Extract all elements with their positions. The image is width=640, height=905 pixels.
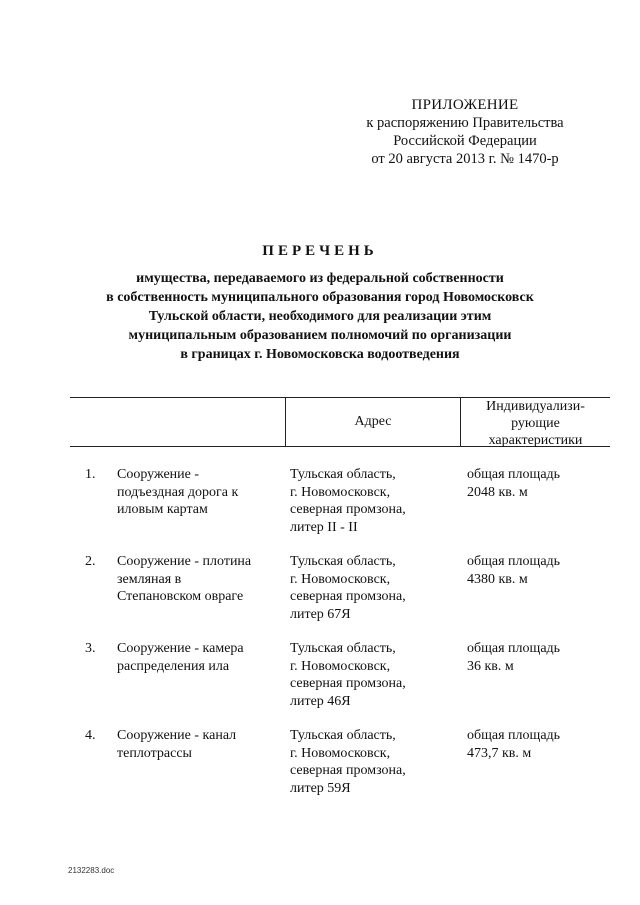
table-header-characteristics-line-2: рующие bbox=[511, 416, 560, 431]
row-address-line: северная промзона, bbox=[290, 502, 406, 517]
table-header-characteristics-line-1: Индивидуализи- bbox=[486, 399, 585, 414]
row-address-line: северная промзона, bbox=[290, 676, 406, 691]
appendix-block bbox=[330, 96, 600, 168]
row-characteristics bbox=[467, 727, 607, 762]
row-characteristics-line: общая площадь bbox=[467, 728, 561, 743]
row-characteristics-line: 473,7 кв. м bbox=[467, 745, 532, 761]
row-address bbox=[290, 727, 430, 797]
row-address-line: Тульская область, bbox=[290, 641, 396, 656]
row-number: 4. bbox=[85, 728, 96, 743]
row-characteristics-line: общая площадь bbox=[467, 554, 561, 569]
appendix-line-1: к распоряжению Правительства bbox=[366, 115, 564, 131]
row-object-name-line: Сооружение - bbox=[117, 467, 200, 482]
row-object-name bbox=[117, 466, 282, 519]
row-characteristics-line: 4380 кв. м bbox=[467, 571, 528, 587]
table-header-characteristics bbox=[461, 398, 610, 449]
appendix-line-3: от 20 августа 2013 г. № 1470-р bbox=[371, 151, 559, 167]
row-address-line: г. Новомосковск, bbox=[290, 571, 391, 587]
row-address-line: г. Новомосковск, bbox=[290, 658, 391, 674]
row-address-line: литер II - II bbox=[290, 519, 358, 535]
subtitle-line-4: муниципальным образованием полномочий по организации bbox=[128, 328, 512, 343]
row-object-name bbox=[117, 553, 282, 606]
row-number: 3. bbox=[85, 641, 96, 656]
row-address-line: Тульская область, bbox=[290, 467, 396, 482]
row-address bbox=[290, 640, 430, 710]
subtitle-line-5: в границах г. Новомосковска водоотведения bbox=[180, 347, 460, 362]
table-row bbox=[0, 640, 640, 720]
row-address-line: литер 67Я bbox=[290, 606, 351, 622]
row-characteristics bbox=[467, 553, 607, 588]
table-row bbox=[0, 553, 640, 633]
row-object-name-line: Степановском овраге bbox=[117, 589, 244, 604]
row-address-line: литер 46Я bbox=[290, 693, 351, 709]
row-address-line: северная промзона, bbox=[290, 589, 406, 604]
row-address-line: г. Новомосковск, bbox=[290, 745, 391, 761]
row-address-line: литер 59Я bbox=[290, 780, 351, 796]
subtitle-line-3: Тульской области, необходимого для реализации этим bbox=[148, 309, 492, 324]
row-address-line: Тульская область, bbox=[290, 728, 396, 743]
row-object-name-line: распределения ила bbox=[117, 658, 230, 674]
row-address bbox=[290, 466, 430, 536]
table-header-address: Адрес bbox=[354, 414, 392, 429]
table-header-characteristics-line-3: характеристики bbox=[488, 433, 583, 448]
appendix-line-2: Российской Федерации bbox=[393, 133, 537, 149]
table-row bbox=[0, 727, 640, 807]
subtitle-line-1: имущества, передаваемого из федеральной собственности bbox=[136, 271, 504, 286]
row-number: 1. bbox=[85, 467, 96, 482]
row-object-name-line: Сооружение - камера bbox=[117, 641, 244, 656]
row-object-name-line: Сооружение - плотина bbox=[117, 554, 252, 569]
row-object-name-line: подъездная дорога к bbox=[117, 484, 239, 500]
appendix-title: ПРИЛОЖЕНИЕ bbox=[411, 97, 519, 113]
row-address-line: Тульская область, bbox=[290, 554, 396, 569]
row-number: 2. bbox=[85, 554, 96, 569]
row-object-name bbox=[117, 727, 282, 762]
table-row bbox=[0, 466, 640, 546]
row-object-name-line: иловым картам bbox=[117, 502, 208, 517]
document-subtitle bbox=[60, 269, 580, 364]
row-address bbox=[290, 553, 430, 623]
row-address-line: северная промзона, bbox=[290, 763, 406, 778]
subtitle-line-2: в собственность муниципального образования город Новомосковск bbox=[106, 290, 534, 305]
row-characteristics bbox=[467, 640, 607, 675]
row-characteristics-line: 2048 кв. м bbox=[467, 484, 528, 500]
row-characteristics-line: общая площадь bbox=[467, 467, 561, 482]
row-characteristics-line: общая площадь bbox=[467, 641, 561, 656]
row-object-name-line: теплотрассы bbox=[117, 745, 192, 761]
row-characteristics bbox=[467, 466, 607, 501]
document-title: ПЕРЕЧЕНЬ bbox=[262, 243, 378, 259]
row-address-line: г. Новомосковск, bbox=[290, 484, 391, 500]
row-characteristics-line: 36 кв. м bbox=[467, 658, 514, 674]
row-object-name bbox=[117, 640, 282, 675]
footer-file-name: 2132283.doc bbox=[68, 866, 115, 875]
row-object-name-line: земляная в bbox=[117, 571, 182, 587]
row-object-name-line: Сооружение - канал bbox=[117, 728, 237, 743]
